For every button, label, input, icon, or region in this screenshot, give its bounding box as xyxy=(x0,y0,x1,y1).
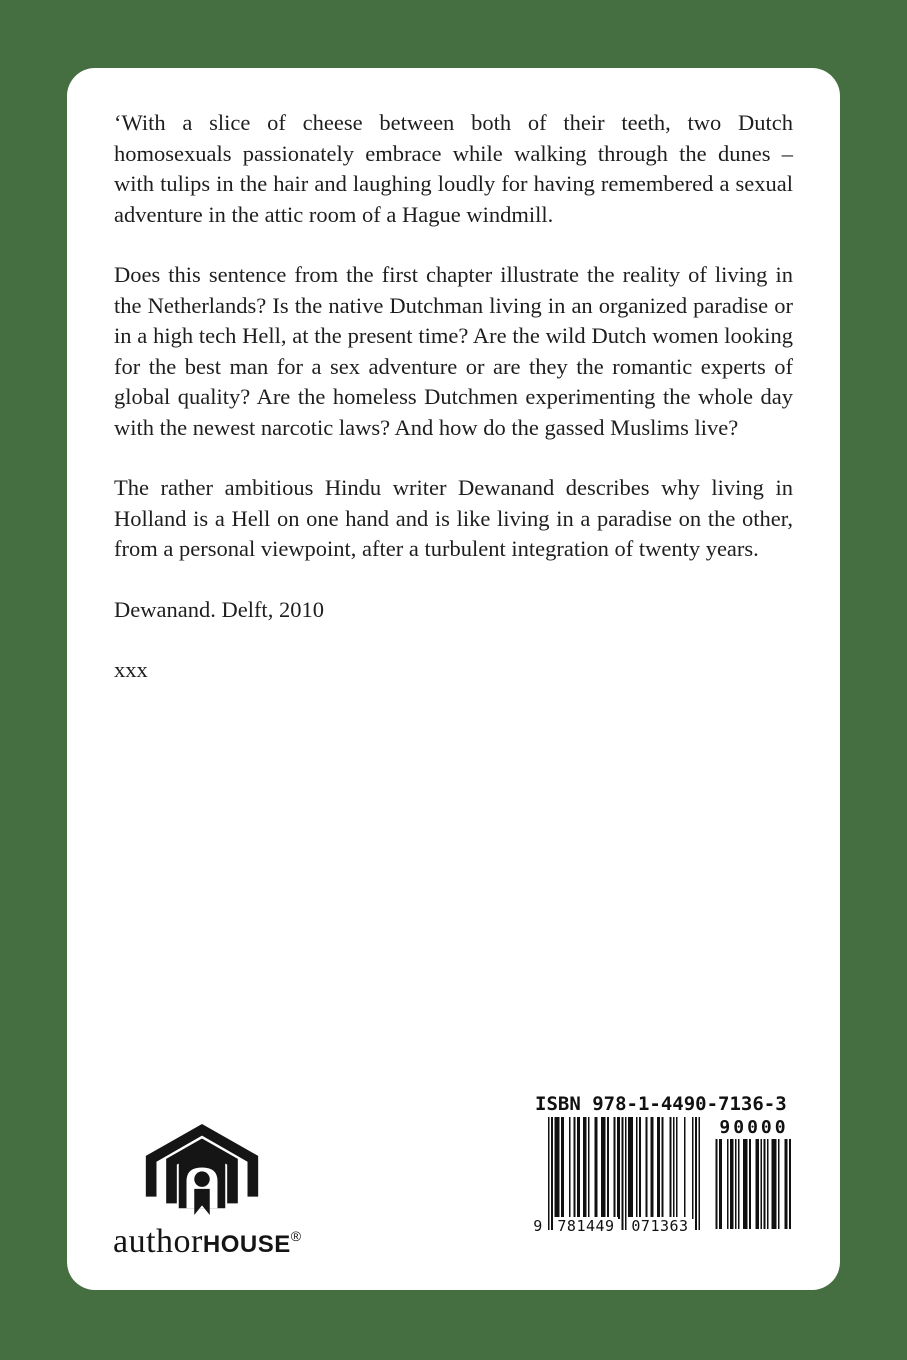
authorhouse-house-icon xyxy=(143,1123,261,1215)
ean13-barcode xyxy=(533,1117,700,1245)
publisher-wordmark xyxy=(113,1223,333,1261)
supplement-price-code: 90000 xyxy=(719,1117,789,1138)
back-cover-blurb xyxy=(114,108,793,716)
blurb-paragraph-quote: ‘With a slice of cheese between both of their teeth, two Dutch homosexuals passionately embrace while walking through the dunes – with tulips in the hair and laughing loudly for having remembered a sexual adventure in the attic room of a Hague windmill. xyxy=(114,110,793,227)
blurb-paragraph-author-description: The rather ambitious Hindu writer Dewanand describes why living in Holland is a Hell on one hand and is like living in a paradise on the other, from a personal viewpoint, after a turbulent integration of twenty years. xyxy=(114,475,793,561)
publisher-logo xyxy=(113,1123,333,1261)
ean-lead-digit: 9 xyxy=(533,1217,543,1235)
book-back-cover xyxy=(67,68,840,1290)
ean-digits-group1: 781449 xyxy=(554,1217,618,1235)
wordmark-author: author xyxy=(113,1223,203,1260)
ean13-bars xyxy=(548,1117,700,1230)
signoff-line: Dewanand. Delft, 2010 xyxy=(114,596,324,622)
ean5-bars xyxy=(714,1139,791,1229)
wordmark-house: HOUSE xyxy=(202,1231,291,1258)
ean-digits-group2: 071363 xyxy=(628,1217,692,1235)
registered-trademark-symbol: ® xyxy=(290,1228,302,1244)
placeholder-mark: xxx xyxy=(114,657,148,682)
blurb-paragraph-questions: Does this sentence from the first chapter illustrate the reality of living in the Netherlands? Is the native Dutchman living in an organized paradise or in a high tech Hell, at the present time? Are the wild Dutch women looking for the best man for a sex adventure or are they the romantic experts of global quality? Are the homeless Dutchmen experimenting the whole day with the newest narcotic laws? And how do the gassed Muslims live? xyxy=(114,262,793,440)
isbn-barcode-block xyxy=(535,1093,791,1248)
isbn-number-label: ISBN 978-1-4490-7136-3 xyxy=(535,1093,787,1115)
ean5-supplement-barcode xyxy=(714,1119,791,1229)
